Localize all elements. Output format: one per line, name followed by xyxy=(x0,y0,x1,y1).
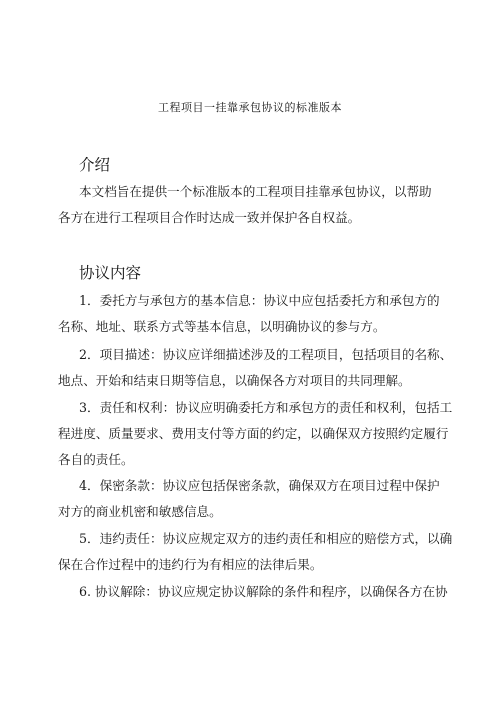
clause-5-line-2: 保在合作过程中的违约行为有相应的法律后果。 xyxy=(58,557,323,572)
clause-4-line-1: 4．保密条款：协议应包括保密条款，确保双方在项目过程中保护 xyxy=(79,478,440,493)
clause-2-line-2: 地点、开始和结束日期等信息，以确保各方对项目的共同理解。 xyxy=(58,373,411,388)
clause-6-line-1: 6. 协议解除：协议应规定协议解除的条件和程序，以确保各方在协 xyxy=(79,584,448,599)
intro-line-1: 本文档旨在提供一个标准版本的工程项目挂靠承包协议，以帮助 xyxy=(79,184,432,199)
clause-1-line-1: 1．委托方与承包方的基本信息：协议中应包括委托方和承包方的 xyxy=(79,293,440,308)
section-heading-intro: 介绍 xyxy=(79,156,111,174)
intro-line-2: 各方在进行工程项目合作时达成一致并保护各自权益。 xyxy=(58,210,361,225)
clause-4-line-2: 对方的商业机密和敏感信息。 xyxy=(58,504,222,519)
clause-3-line-3: 各自的责任。 xyxy=(58,452,134,467)
clause-2-line-1: 2．项目描述：协议应详细描述涉及的工程项目，包括项目的名称、 xyxy=(79,347,453,362)
clause-3-line-1: 3．责任和权利：协议应明确委托方和承包方的责任和权利，包括工 xyxy=(79,400,453,415)
clause-1-line-2: 名称、地址、联系方式等基本信息，以明确协议的参与方。 xyxy=(58,319,386,334)
section-heading-agreement: 协议内容 xyxy=(79,264,142,282)
clause-3-line-2: 程进度、质量要求、费用支付等方面的约定，以确保双方按照约定履行 xyxy=(58,426,449,441)
clause-5-line-1: 5．违约责任：协议应规定双方的违约责任和相应的赔偿方式，以确 xyxy=(79,531,453,546)
document-title: 工程项目一挂靠承包协议的标准版本 xyxy=(158,101,342,114)
